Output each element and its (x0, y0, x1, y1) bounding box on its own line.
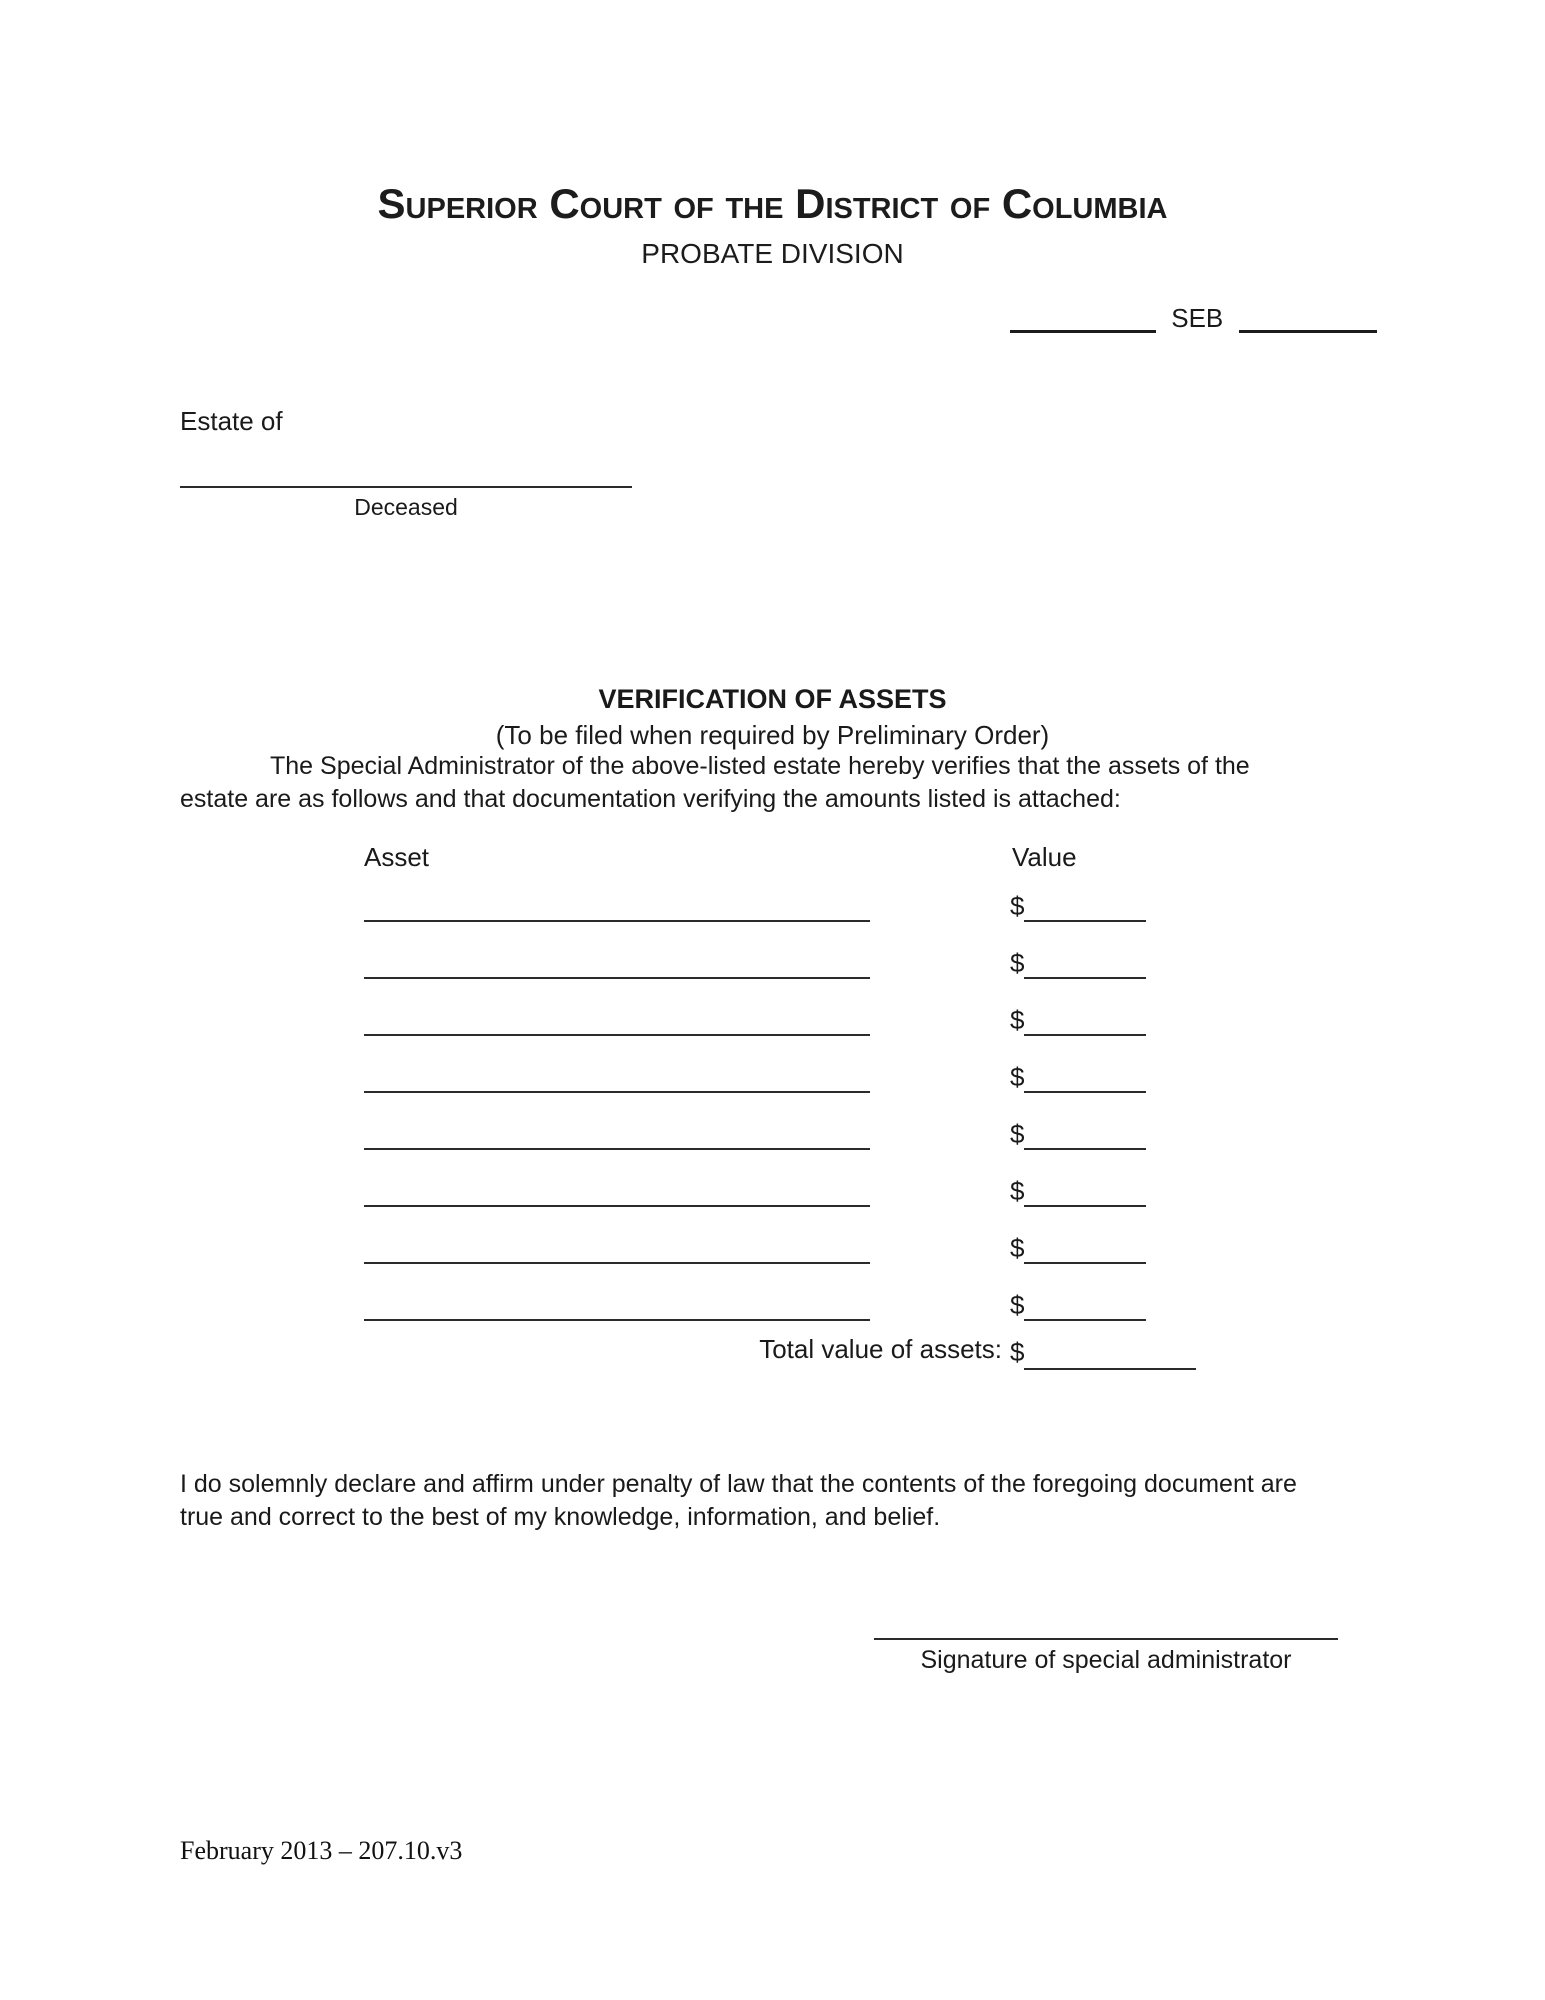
declaration-paragraph (180, 1468, 1297, 1534)
intro-paragraph (180, 750, 1250, 816)
dollar-sign: $ (1010, 1233, 1025, 1263)
asset-row (0, 865, 1545, 922)
total-assets-value (1010, 1334, 1196, 1370)
declaration-line-1: I do solemnly declare and affirm under penalty of law that the contents of the foregoing document are (180, 1470, 1297, 1498)
seb-label: SEB (1171, 303, 1224, 333)
asset-value-cell (1010, 1176, 1146, 1207)
asset-value-cell (1010, 1062, 1146, 1093)
asset-description-blank[interactable] (364, 900, 870, 922)
asset-row (0, 1264, 1545, 1321)
asset-row (0, 1036, 1545, 1093)
form-title: VERIFICATION OF ASSETS (598, 684, 947, 714)
dollar-sign: $ (1010, 1290, 1025, 1320)
form-subtitle: (To be filed when required by Preliminary Order) (495, 720, 1050, 750)
asset-description-blank[interactable] (364, 1242, 870, 1264)
asset-description-blank[interactable] (364, 1014, 870, 1036)
total-dollar-sign: $ (1010, 1337, 1025, 1367)
dollar-sign: $ (1010, 1119, 1025, 1149)
dollar-sign: $ (1010, 948, 1025, 978)
intro-line-1: The Special Administrator of the above-listed estate hereby verifies that the assets of the (270, 752, 1250, 780)
total-value-blank[interactable] (1024, 1364, 1196, 1370)
dollar-sign: $ (1010, 1005, 1025, 1035)
decedent-name-blank[interactable] (180, 458, 632, 488)
asset-value-cell (1010, 1290, 1146, 1321)
signature-label: Signature of special administrator (920, 1646, 1292, 1674)
case-number-blank-left[interactable] (1010, 328, 1156, 333)
asset-description-blank[interactable] (364, 1071, 870, 1093)
asset-value-cell (1010, 891, 1146, 922)
declaration-line-2: true and correct to the best of my knowledge, information, and belief. (180, 1503, 941, 1531)
asset-value-cell (1010, 948, 1146, 979)
division-subtitle: PROBATE DIVISION (641, 238, 904, 269)
intro-line-2: estate are as follows and that documentation verifying the amounts listed is attached: (180, 785, 1121, 813)
asset-table (0, 865, 1545, 1321)
total-assets-label: Total value of assets: (759, 1334, 1002, 1364)
deceased-label: Deceased (354, 494, 458, 520)
asset-row (0, 922, 1545, 979)
case-number-row (1010, 302, 1377, 332)
dollar-sign: $ (1010, 1062, 1025, 1092)
asset-row (0, 1093, 1545, 1150)
asset-row (0, 1207, 1545, 1264)
asset-column-header: Asset (364, 842, 430, 872)
asset-value-cell (1010, 1119, 1146, 1150)
dollar-sign: $ (1010, 1176, 1025, 1206)
asset-description-blank[interactable] (364, 1128, 870, 1150)
asset-description-blank[interactable] (364, 1299, 870, 1321)
asset-description-blank[interactable] (364, 957, 870, 979)
case-number-blank-right[interactable] (1239, 328, 1377, 333)
asset-value-cell (1010, 1233, 1146, 1264)
estate-of-label: Estate of (180, 406, 283, 436)
signature-blank[interactable] (874, 1610, 1338, 1640)
dollar-sign: $ (1010, 891, 1025, 921)
asset-row (0, 1150, 1545, 1207)
asset-row (0, 979, 1545, 1036)
value-column-header: Value (1012, 842, 1077, 872)
asset-value-cell (1010, 1005, 1146, 1036)
asset-description-blank[interactable] (364, 1185, 870, 1207)
asset-value-blank[interactable] (1024, 1315, 1146, 1321)
court-title: Superior Court of the District of Columbia (377, 180, 1168, 227)
form-version-footer: February 2013 – 207.10.v3 (180, 1836, 463, 1865)
